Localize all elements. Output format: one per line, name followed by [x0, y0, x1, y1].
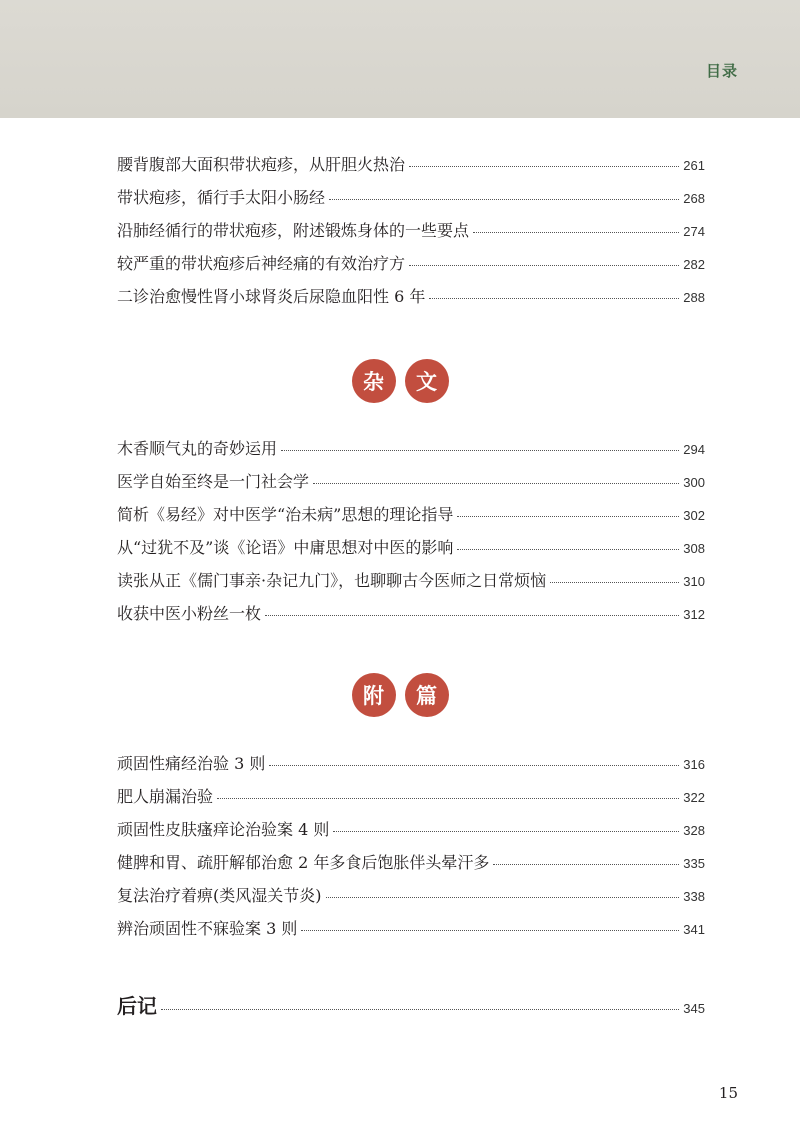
leader-dots	[326, 897, 680, 898]
toc-entry[interactable]	[117, 152, 705, 185]
toc-entry[interactable]	[117, 185, 705, 218]
toc-entry-page: 316	[683, 757, 705, 772]
toc-entry-page: 282	[683, 257, 705, 272]
leader-dots	[329, 199, 679, 200]
toc-entry[interactable]	[117, 535, 705, 568]
toc-entry-title: 健脾和胃、疏肝解郁治愈 2 年多食后饱胀伴头晕汗多	[117, 853, 490, 872]
toc-entry-page: 274	[683, 224, 705, 239]
toc-entry-title: 二诊治愈慢性肾小球肾炎后尿隐血阳性 6 年	[117, 287, 426, 306]
toc-entry[interactable]	[117, 284, 705, 317]
toc-entry[interactable]	[117, 751, 705, 784]
afterword-title: 后记	[117, 994, 157, 1018]
toc-entry[interactable]	[117, 502, 705, 535]
toc-group-2	[117, 436, 705, 634]
leader-dots	[281, 450, 679, 451]
toc-entry-page: 338	[683, 889, 705, 904]
toc-entry[interactable]	[117, 850, 705, 883]
toc-entry[interactable]	[117, 251, 705, 284]
toc-entry-title: 简析《易经》对中医学“治未病”思想的理论指导	[117, 505, 454, 524]
toc-group-3	[117, 751, 705, 949]
toc-entry-page: 322	[683, 790, 705, 805]
toc-entry-afterword[interactable]	[117, 990, 705, 1019]
toc-entry-title: 从“过犹不及”谈《论语》中庸思想对中医的影响	[117, 538, 454, 557]
section-badge-char: 附	[352, 673, 396, 717]
leader-dots	[217, 798, 679, 799]
leader-dots	[313, 483, 679, 484]
toc-entry-title: 读张从正《儒门事亲·杂记九门》，也聊聊古今医师之日常烦恼	[117, 571, 547, 590]
toc-entry[interactable]	[117, 883, 705, 916]
header-title: 目录	[705, 62, 738, 80]
leader-dots	[409, 166, 679, 167]
toc-entry-title: 沿肺经循行的带状疱疹，附述锻炼身体的一些要点	[117, 221, 470, 240]
toc-entry-title: 带状疱疹，循行手太阳小肠经	[117, 188, 326, 207]
toc-entry-page: 308	[683, 541, 705, 556]
toc-entry[interactable]	[117, 601, 705, 634]
leader-dots	[333, 831, 679, 832]
section-badge-char: 篇	[405, 673, 449, 717]
toc-entry-page: 261	[683, 158, 705, 173]
toc-entry[interactable]	[117, 436, 705, 469]
leader-dots	[269, 765, 679, 766]
leader-dots	[161, 1009, 679, 1010]
toc-entry-page: 310	[683, 574, 705, 589]
toc-entry-title: 顽固性痛经治验 3 则	[117, 754, 266, 773]
toc-entry-title: 肥人崩漏治验	[117, 787, 214, 806]
toc-entry-title: 医学自始至终是一门社会学	[117, 472, 310, 491]
leader-dots	[457, 516, 679, 517]
leader-dots	[457, 549, 679, 550]
section-heading-fupian	[0, 673, 800, 717]
toc-entry[interactable]	[117, 218, 705, 251]
toc-entry[interactable]	[117, 784, 705, 817]
leader-dots	[409, 265, 679, 266]
toc-entry[interactable]	[117, 568, 705, 601]
header-band	[0, 0, 800, 118]
toc-entry-title: 复法治疗着痹(类风湿关节炎)	[117, 886, 322, 905]
leader-dots	[473, 232, 679, 233]
toc-entry-title: 收获中医小粉丝一枚	[117, 604, 262, 623]
toc-entry-page: 268	[683, 191, 705, 206]
toc-entry[interactable]	[117, 916, 705, 949]
toc-entry[interactable]	[117, 817, 705, 850]
toc-entry-page: 294	[683, 442, 705, 457]
toc-entry-title: 顽固性皮肤瘙痒论治验案 4 则	[117, 820, 330, 839]
toc-entry[interactable]	[117, 469, 705, 502]
leader-dots	[265, 615, 679, 616]
section-heading-zawen	[0, 359, 800, 403]
toc-entry-page: 302	[683, 508, 705, 523]
toc-entry-page: 300	[683, 475, 705, 490]
leader-dots	[429, 298, 679, 299]
toc-entry-page: 312	[683, 607, 705, 622]
toc-entry-title: 较严重的带状疱疹后神经痛的有效治疗方	[117, 254, 406, 273]
toc-entry-title: 辨治顽固性不寐验案 3 则	[117, 919, 298, 938]
page-number: 15	[718, 1084, 738, 1102]
toc-entry-page: 335	[683, 856, 705, 871]
toc-group-1	[117, 152, 705, 317]
section-badge-char: 文	[405, 359, 449, 403]
toc-entry-page: 328	[683, 823, 705, 838]
toc-entry-page: 288	[683, 290, 705, 305]
toc-entry-page: 341	[683, 922, 705, 937]
afterword-page: 345	[683, 1001, 705, 1016]
leader-dots	[301, 930, 679, 931]
toc-entry-title: 木香顺气丸的奇妙运用	[117, 439, 278, 458]
section-badge-char: 杂	[352, 359, 396, 403]
leader-dots	[550, 582, 679, 583]
leader-dots	[493, 864, 679, 865]
toc-entry-title: 腰背腹部大面积带状疱疹，从肝胆火热治	[117, 155, 406, 174]
